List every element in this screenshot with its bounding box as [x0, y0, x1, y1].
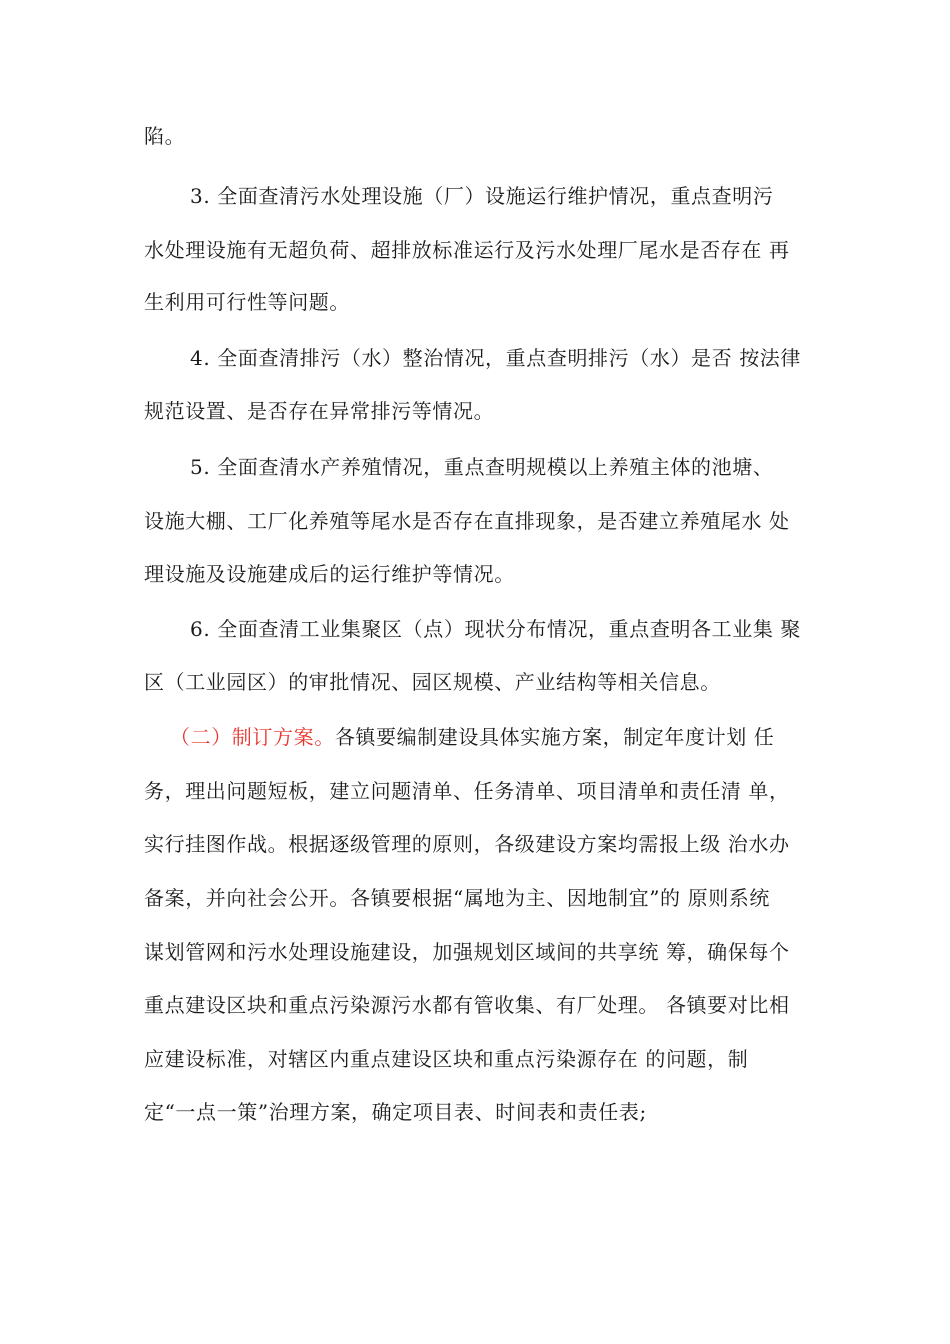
paragraph-line: 谋划管网和污水处理设施建设，加强规划区域间的共享统 筹，确保每个 — [144, 940, 790, 964]
paragraph-line: 备案，并向社会公开。各镇要根据“属地为主、因地制宜”的 原则系统 — [144, 886, 771, 910]
paragraph-line: 设施大棚、工厂化养殖等尾水是否存在直排现象，是否建立养殖尾水 处 — [144, 509, 790, 533]
paragraph-line: 定“一点一策”治理方案，确定项目表、时间表和责任表; — [144, 1100, 647, 1124]
paragraph-line: 实行挂图作战。根据逐级管理的原则，各级建设方案均需报上级 治水办 — [144, 832, 790, 856]
paragraph-line: 重点建设区块和重点污染源污水都有管收集、有厂处理。 各镇要对比相 — [144, 993, 790, 1017]
section-heading-line — [170, 723, 850, 751]
paragraph-line: 规范设置、是否存在异常排污等情况。 — [144, 399, 495, 423]
paragraph-line: 4. 全面查清排污（水）整治情况，重点查明排污（水）是否 按法律 — [190, 346, 801, 370]
paragraph-line: 陷。 — [144, 124, 186, 148]
paragraph-line: 3. 全面查清污水处理设施（厂）设施运行维护情况，重点查明污 — [190, 184, 774, 208]
paragraph-line: 6. 全面查清工业集聚区（点）现状分布情况，重点查明各工业集 聚 — [190, 617, 801, 641]
paragraph-line: 生利用可行性等问题。 — [144, 290, 350, 314]
paragraph-line: 水处理设施有无超负荷、超排放标准运行及污水处理厂尾水是否存在 再 — [144, 238, 790, 262]
paragraph-line-end: 任 — [753, 725, 775, 749]
paragraph-line: 理设施及设施建成后的运行维护等情况。 — [144, 562, 515, 586]
paragraph-line: 务，理出问题短板，建立问题清单、任务清单、项目清单和责任清 单， — [144, 779, 790, 803]
section-heading: （二）制订方案。 — [170, 725, 335, 749]
paragraph-line: 应建设标准，对辖区内重点建设区块和重点污染源存在 的问题，制 — [144, 1047, 749, 1071]
section-lead: 各镇要编制建设具体实施方案，制定年度计划 — [334, 725, 754, 749]
paragraph-line: 5. 全面查清水产养殖情况，重点查明规模以上养殖主体的池塘、 — [190, 455, 774, 479]
paragraph-line: 区（工业园区）的审批情况、园区规模、产业结构等相关信息。 — [144, 670, 721, 694]
